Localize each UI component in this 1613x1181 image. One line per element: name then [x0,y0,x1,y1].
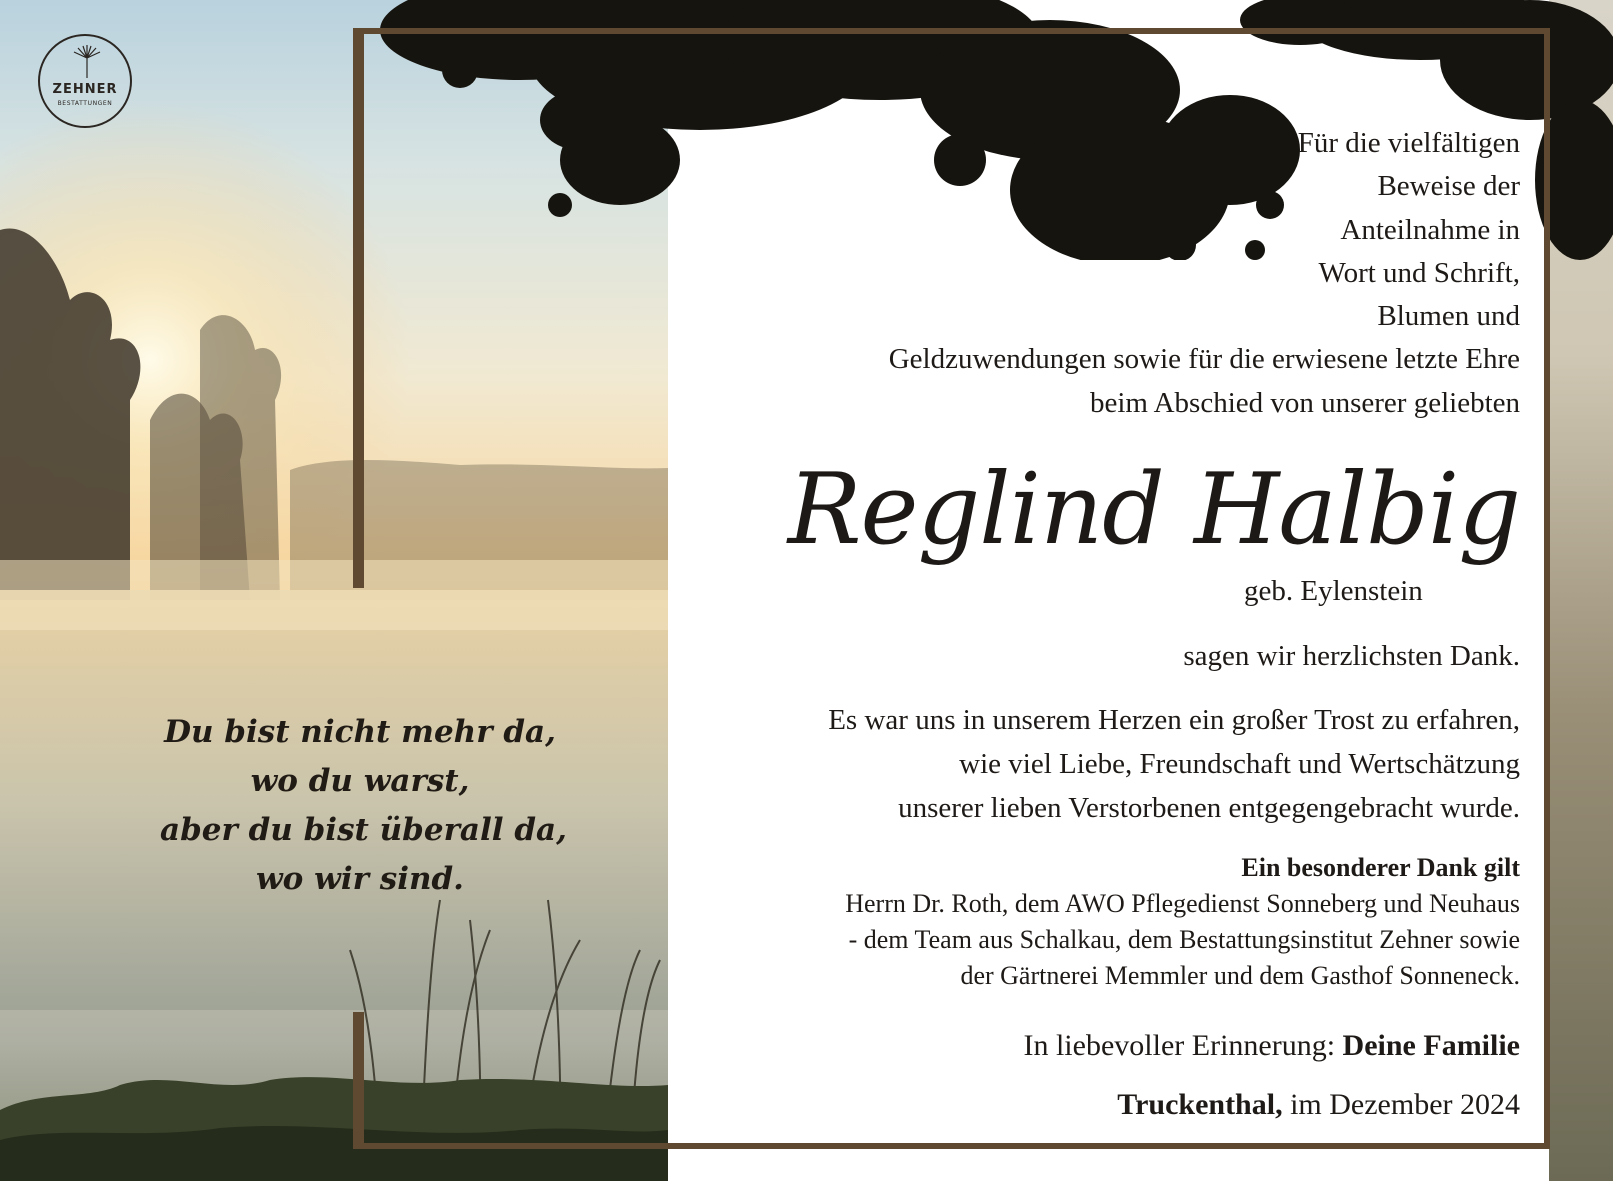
frame-bottom [353,1143,1550,1149]
funeral-home-logo [38,34,132,128]
deceased-name: Reglind Halbig [787,453,1520,567]
dandelion-icon [70,44,104,80]
birth-name: geb. Eylenstein [1244,575,1423,607]
thanks-line: sagen wir herzlichsten Dank. [1183,640,1520,672]
special-thanks [845,850,1520,994]
frame-top [353,28,1550,34]
logo-subtitle: BESTATTUNGEN [57,100,113,107]
intro-line: Wort und Schrift, [1318,256,1520,289]
body-text [828,698,1520,830]
quote-line: aber du bist überall da, [160,812,567,848]
intro-line: Blumen und [1377,300,1520,333]
intro-line: beim Abschied von unserer geliebten [1089,386,1520,419]
special-thanks-line: - dem Team aus Schalkau, dem Bestattungsinstitut Zehner sowie [848,925,1520,954]
body-line: unserer lieben Verstorbenen entgegengebracht wurde. [898,792,1520,824]
special-thanks-heading: Ein besonderer Dank gilt [1241,853,1520,882]
logo-name: ZEHNER [52,82,118,97]
family-signature: Deine Familie [1342,1029,1520,1062]
body-line: Es war uns in unserem Herzen ein großer Trost zu erfahren, [828,704,1520,736]
intro-line: Anteilnahme in [1340,213,1520,246]
place-date-line [1117,1087,1520,1123]
memorial-quote [160,708,567,904]
memory-prefix: In liebevoller Erinnerung: [1023,1029,1336,1062]
quote-line: Du bist nicht mehr da, [164,714,556,750]
quote-line: wo du warst, [250,763,470,799]
memory-line [1023,1028,1520,1064]
frame-left-bottom [353,1012,364,1149]
intro-text [889,122,1520,425]
date: im Dezember 2024 [1290,1088,1520,1121]
intro-line: Geldzuwendungen sowie für die erwiesene letzte Ehre [888,343,1520,376]
intro-line: Beweise der [1377,170,1520,203]
town: Truckenthal, [1117,1088,1283,1121]
frame-right [1544,28,1550,1149]
intro-line: Für die vielfältigen [1297,127,1520,159]
special-thanks-line: Herrn Dr. Roth, dem AWO Pflegedienst Sonneberg und Neuhaus [845,889,1520,918]
frame-left-top [353,28,364,588]
special-thanks-line: der Gärtnerei Memmler und dem Gasthof Sonneneck. [960,961,1520,990]
body-line: wie viel Liebe, Freundschaft und Wertschätzung [959,748,1520,780]
quote-line: wo wir sind. [256,861,464,897]
